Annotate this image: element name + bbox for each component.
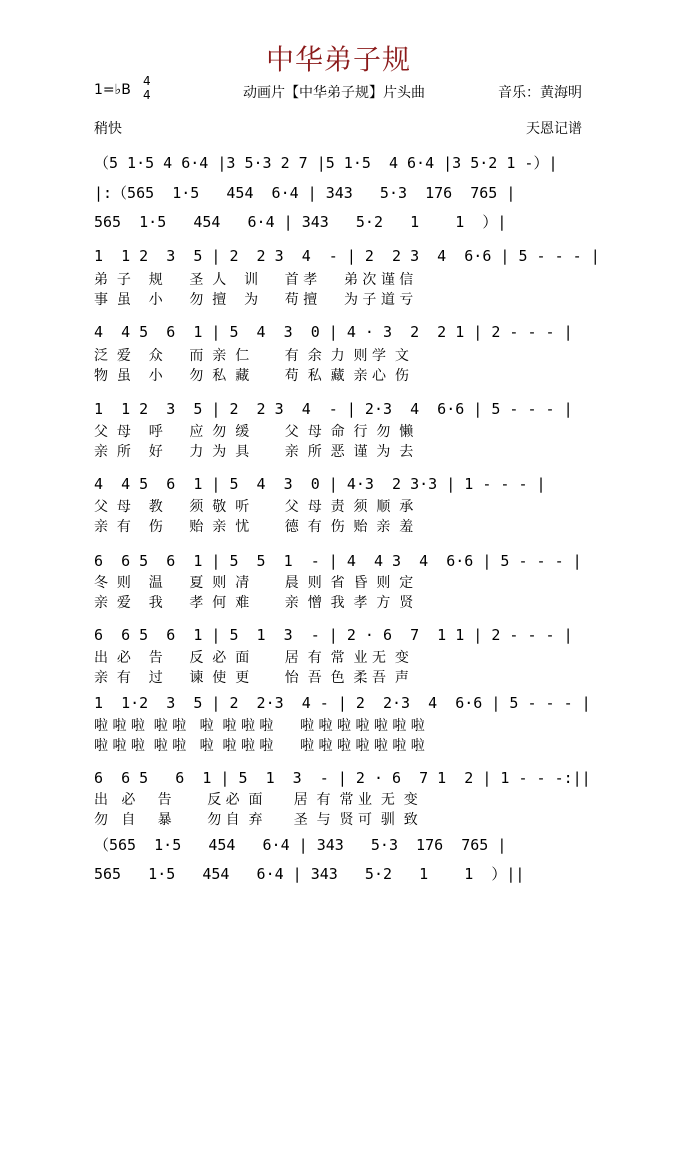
notation-line-11: 6 6 5 6 1 | 5 1 3 - | 2 · 6 7 1 2 | 1 - - -:|| <box>94 769 591 787</box>
subtitle: 动画片【中华弟子规】片头曲 <box>243 85 425 101</box>
notation-line-4: 1 1 2 3 5 | 2 2 3 4 - | 2 2 3 4 6·6 | 5 - - - | <box>94 247 600 265</box>
notation-line-7: 4 4 5 6 1 | 5 4 3 0 | 4·3 2 3·3 | 1 - - - | <box>94 475 546 493</box>
lyric-line-5a: 冬 则 温 夏 则 凊 晨 则 省 昏 则 定 <box>94 575 414 591</box>
notation-line-3: 565 1·5 454 6·4 | 343 5·2 1 1 ）| <box>94 213 507 231</box>
notation-line-6: 1 1 2 3 5 | 2 2 3 4 - | 2·3 4 6·6 | 5 - - - | <box>94 400 573 418</box>
lyric-line-6a: 出 必 告 反 必 面 居 有 常 业 无 变 <box>94 650 409 666</box>
lyric-line-4a: 父 母 教 须 敬 听 父 母 责 须 顺 承 <box>94 499 414 515</box>
notation-line-10: 1 1·2 3 5 | 2 2·3 4 - | 2 2·3 4 6·6 | 5 - - - | <box>94 694 591 712</box>
notation-line-9: 6 6 5 6 1 | 5 1 3 - | 2 · 6 7 1 1 | 2 - - - | <box>94 626 573 644</box>
transcriber-credit: 天恩记谱 <box>526 121 582 137</box>
lyric-line-7a: 啦 啦 啦 啦 啦 啦 啦 啦 啦 啦 啦 啦 啦 啦 啦 啦 <box>94 718 425 734</box>
notation-line-5: 4 4 5 6 1 | 5 4 3 0 | 4 · 3 2 2 1 | 2 - - - | <box>94 323 573 341</box>
notation-line-13: 565 1·5 454 6·4 | 343 5·2 1 1 ）|| <box>94 865 525 883</box>
lyric-line-3a: 父 母 呼 应 勿 缓 父 母 命 行 勿 懒 <box>94 424 414 440</box>
lyric-line-7b: 啦 啦 啦 啦 啦 啦 啦 啦 啦 啦 啦 啦 啦 啦 啦 啦 <box>94 738 425 754</box>
song-title: 中华弟子规 <box>265 43 411 76</box>
notation-line-2: |:（565 1·5 454 6·4 | 343 5·3 176 765 | <box>94 184 516 202</box>
lyric-line-2a: 泛 爱 众 而 亲 仁 有 余 力 则 学 文 <box>94 348 409 364</box>
key-signature: 1=♭B <box>94 82 131 98</box>
lyric-line-1a: 弟 子 规 圣 人 训 首 孝 弟 次 谨 信 <box>94 272 414 288</box>
notation-line-12: （565 1·5 454 6·4 | 343 5·3 176 765 | <box>94 836 507 854</box>
lyric-line-5b: 亲 爱 我 孝 何 难 亲 憎 我 孝 方 贤 <box>94 595 414 611</box>
lyric-line-8b: 勿 自 暴 勿 自 弃 圣 与 贤 可 驯 致 <box>94 812 418 828</box>
lyric-line-2b: 物 虽 小 勿 私 藏 苟 私 藏 亲 心 伤 <box>94 368 409 384</box>
composer-credit: 音乐：黄海明 <box>498 85 582 101</box>
notation-line-1: （5 1·5 4 6·4 |3 5·3 2 7 |5 1·5 4 6·4 |3 5·2 1 -）| <box>94 154 558 172</box>
lyric-line-6b: 亲 有 过 谏 使 更 怡 吾 色 柔 吾 声 <box>94 670 409 686</box>
lyric-line-1b: 事 虽 小 勿 擅 为 苟 擅 为 子 道 亏 <box>94 292 414 308</box>
lyric-line-8a: 出 必 告 反 必 面 居 有 常 业 无 变 <box>94 792 418 808</box>
notation-line-8: 6 6 5 6 1 | 5 5 1 - | 4 4 3 4 6·6 | 5 - - - | <box>94 552 582 570</box>
time-signature-bottom: 4 <box>143 88 151 102</box>
tempo-marking: 稍快 <box>94 121 122 137</box>
lyric-line-3b: 亲 所 好 力 为 具 亲 所 恶 谨 为 去 <box>94 444 414 460</box>
lyric-line-4b: 亲 有 伤 贻 亲 忧 德 有 伤 贻 亲 羞 <box>94 519 414 535</box>
time-signature-top: 4 <box>143 74 151 88</box>
